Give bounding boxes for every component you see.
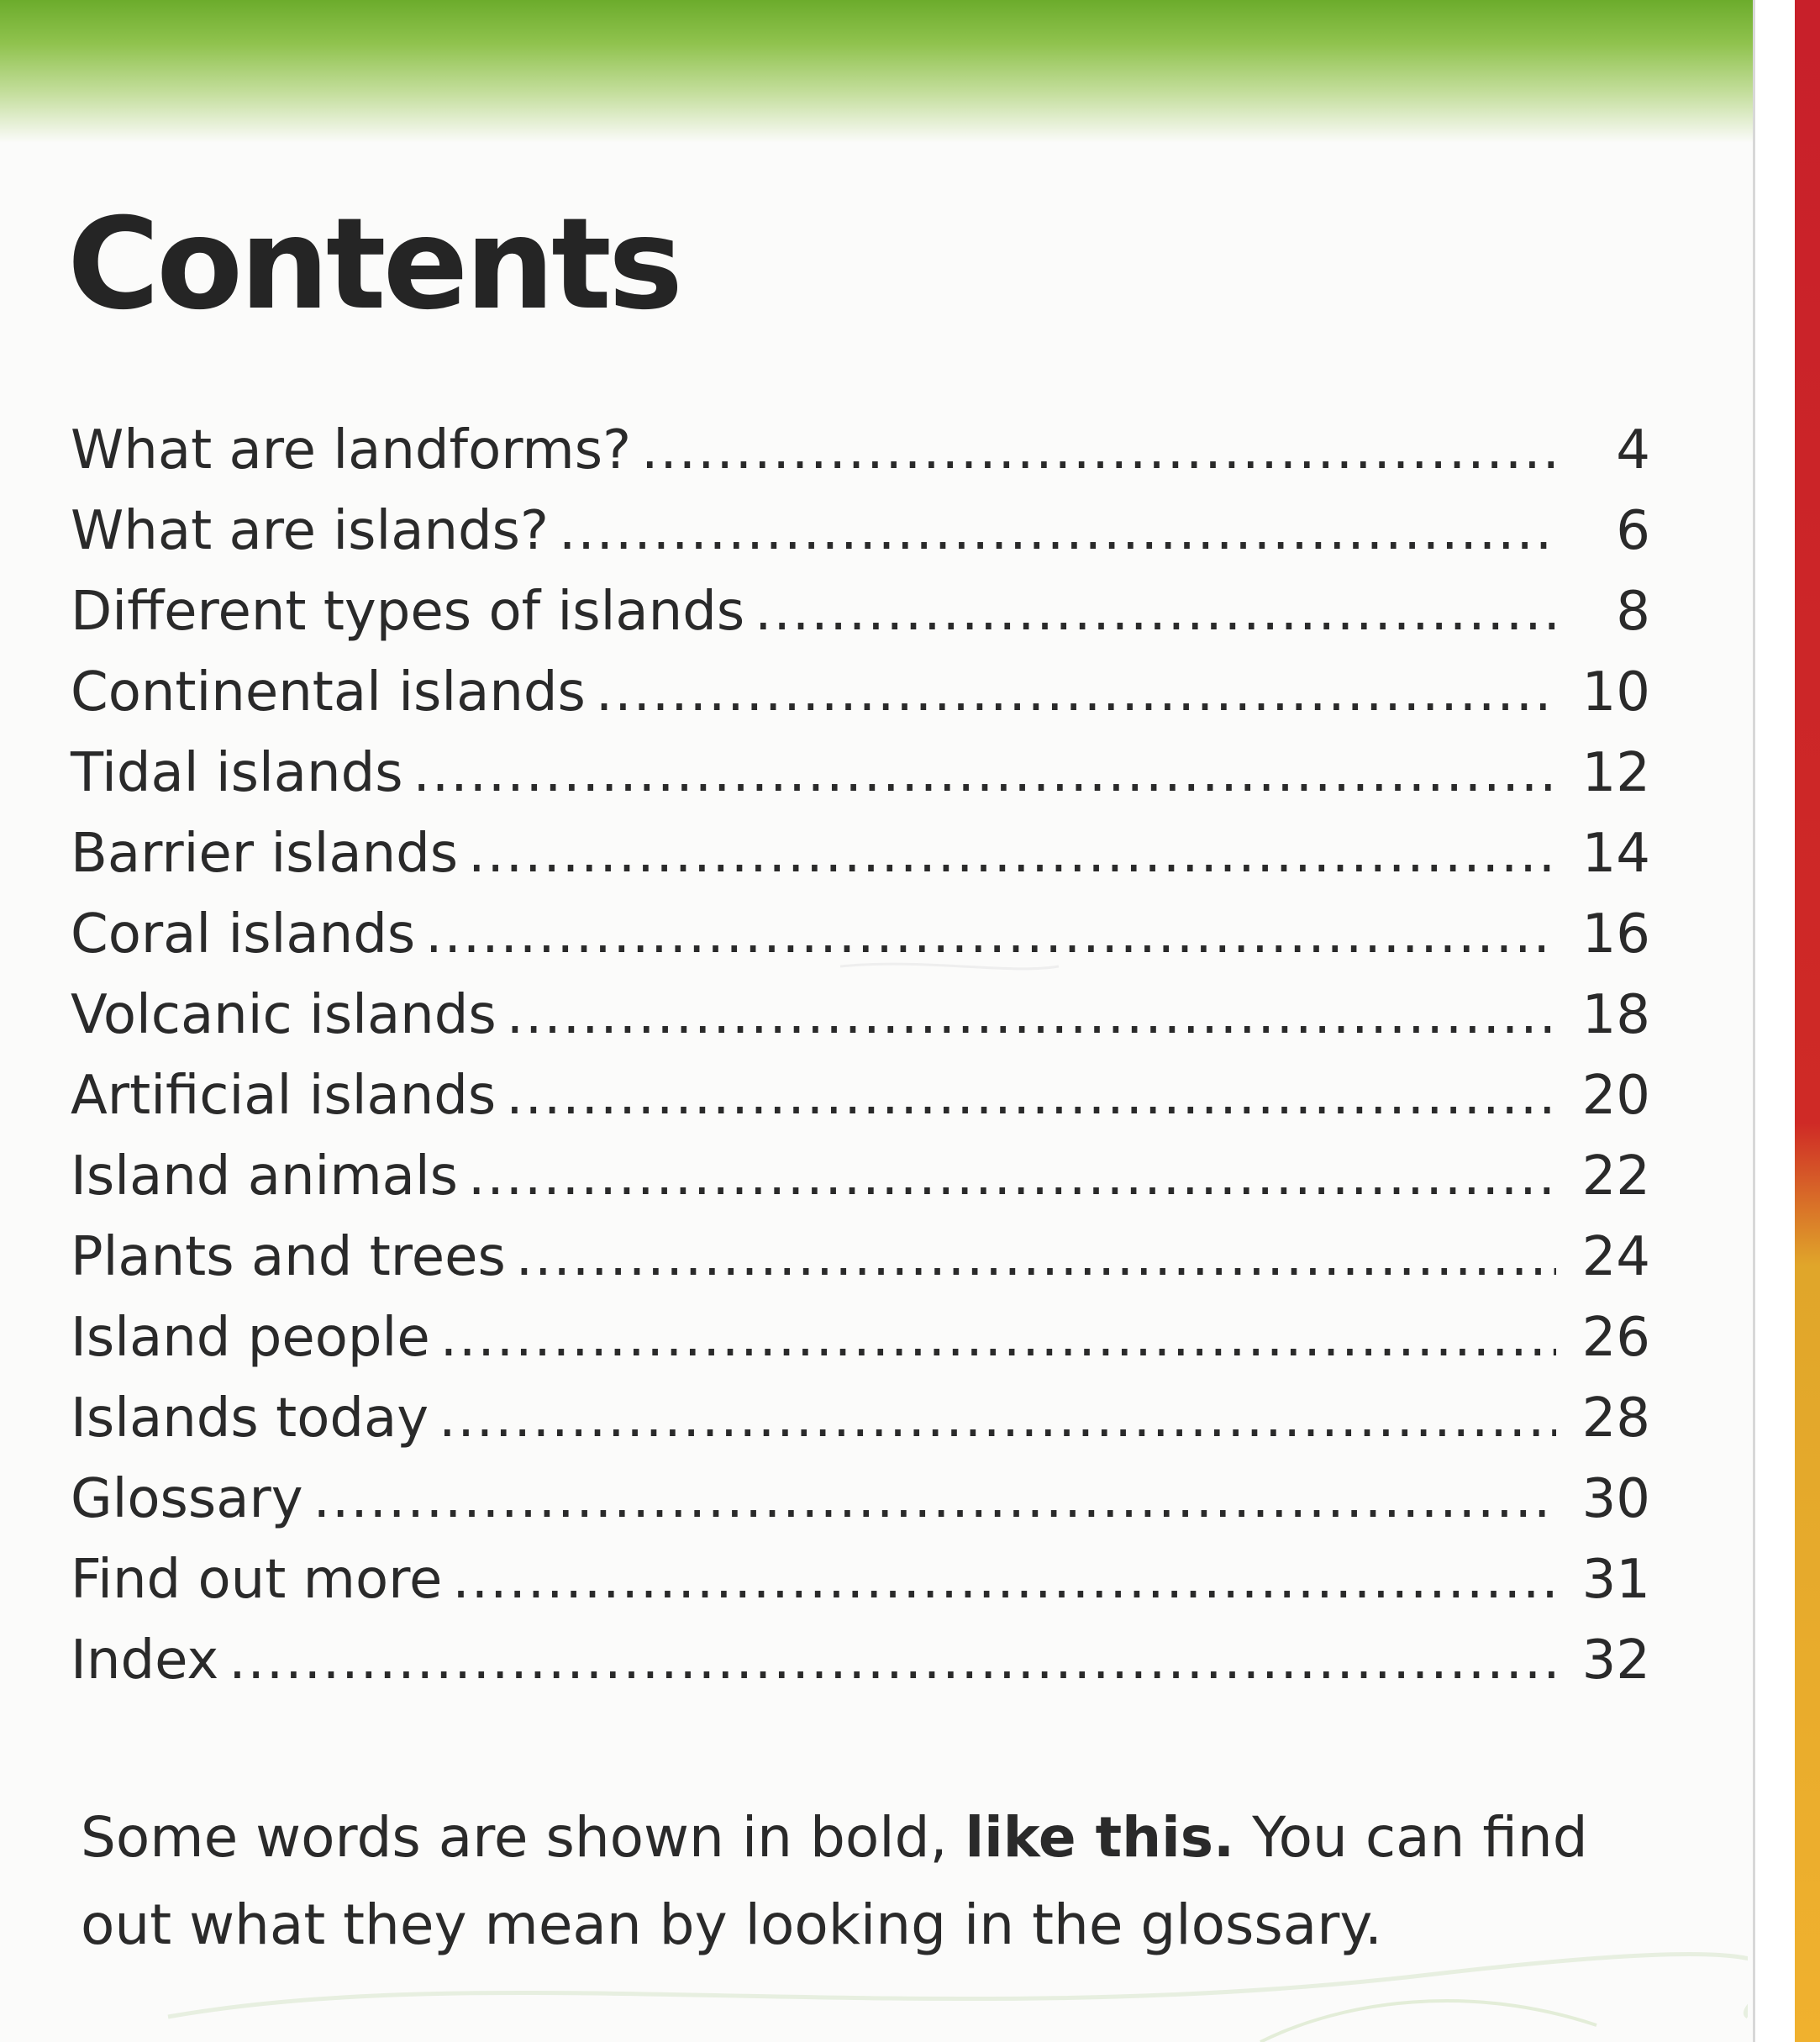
toc-entry-label: Coral islands xyxy=(71,903,416,966)
toc-dot-leader xyxy=(559,491,1556,571)
toc-dot-leader xyxy=(439,1378,1556,1459)
toc-entry xyxy=(71,1217,1650,1297)
toc-entry-label: Island animals xyxy=(71,1145,458,1208)
toc-entry-label: What are islands? xyxy=(71,500,549,562)
toc-dot-leader xyxy=(440,1297,1556,1378)
page-title: Contents xyxy=(67,192,681,338)
toc-entry-label: Index xyxy=(71,1629,219,1692)
toc-entry-page-number: 24 xyxy=(1581,1226,1650,1288)
toc-dot-leader xyxy=(313,1459,1556,1539)
toc-entry xyxy=(71,1136,1650,1217)
toc-entry-page-number: 16 xyxy=(1581,903,1650,966)
toc-entry-page-number: 26 xyxy=(1581,1307,1650,1369)
toc-entry xyxy=(71,813,1650,894)
toc-dot-leader xyxy=(229,1620,1556,1701)
toc-entry-label: Tidal islands xyxy=(71,742,403,804)
toc-entry-label: Plants and trees xyxy=(71,1226,506,1288)
toc-entry xyxy=(71,1378,1650,1459)
cover-edge-stripe xyxy=(1795,0,1820,2042)
toc-entry-label: Barrier islands xyxy=(71,823,459,885)
toc-entry-label: Continental islands xyxy=(71,661,586,724)
toc-entry-page-number: 32 xyxy=(1581,1629,1650,1692)
toc-entry-page-number: 10 xyxy=(1581,661,1650,724)
toc-entry-label: Artificial islands xyxy=(71,1065,497,1127)
toc-entry xyxy=(71,652,1650,733)
toc-entry xyxy=(71,1539,1650,1620)
toc-entry-page-number: 8 xyxy=(1616,581,1650,643)
toc-entry-page-number: 6 xyxy=(1616,500,1650,562)
toc-dot-leader xyxy=(413,733,1556,813)
toc-entry-page-number: 20 xyxy=(1581,1065,1650,1127)
toc-entry-page-number: 4 xyxy=(1616,419,1650,482)
toc-dot-leader xyxy=(425,894,1556,975)
toc-entry-page-number: 22 xyxy=(1581,1145,1650,1208)
note-bold-example: like this. xyxy=(965,1805,1235,1870)
toc-dot-leader xyxy=(755,571,1556,652)
toc-dot-leader xyxy=(468,813,1556,894)
glossary-note xyxy=(81,1794,1677,1969)
toc-entry xyxy=(71,894,1650,975)
toc-entry-page-number: 18 xyxy=(1581,984,1650,1046)
toc-entry xyxy=(71,733,1650,813)
toc-entry-label: Find out more xyxy=(71,1549,443,1611)
toc-dot-leader xyxy=(506,1055,1556,1136)
toc-entry-label: Islands today xyxy=(71,1387,429,1450)
toc-entry xyxy=(71,410,1650,491)
toc-entry-page-number: 31 xyxy=(1581,1549,1650,1611)
toc-entry-label: What are landforms? xyxy=(71,419,632,482)
toc-dot-leader xyxy=(596,652,1556,733)
note-text-after: You can find out what they mean by looking in the glossary. xyxy=(81,1805,1588,1957)
toc-entry xyxy=(71,1297,1650,1378)
toc-entry xyxy=(71,491,1650,571)
toc-dot-leader xyxy=(468,1136,1556,1217)
toc-entry-page-number: 28 xyxy=(1581,1387,1650,1450)
toc-entry xyxy=(71,975,1650,1055)
toc-entry-label: Volcanic islands xyxy=(71,984,497,1046)
toc-entry-label: Different types of islands xyxy=(71,581,745,643)
toc-entry xyxy=(71,571,1650,652)
toc-entry xyxy=(71,1055,1650,1136)
toc-entry-label: Glossary xyxy=(71,1468,303,1530)
toc-entry-page-number: 14 xyxy=(1581,823,1650,885)
toc-entry-page-number: 30 xyxy=(1581,1468,1650,1530)
toc-dot-leader xyxy=(641,410,1556,491)
table-of-contents xyxy=(71,410,1650,1701)
toc-dot-leader xyxy=(507,975,1556,1055)
toc-dot-leader xyxy=(452,1539,1556,1620)
note-text-before: Some words are shown in bold, xyxy=(81,1805,965,1870)
toc-dot-leader xyxy=(516,1217,1556,1297)
toc-entry xyxy=(71,1459,1650,1539)
toc-entry-label: Island people xyxy=(71,1307,430,1369)
toc-entry xyxy=(71,1620,1650,1701)
toc-entry-page-number: 12 xyxy=(1581,742,1650,804)
